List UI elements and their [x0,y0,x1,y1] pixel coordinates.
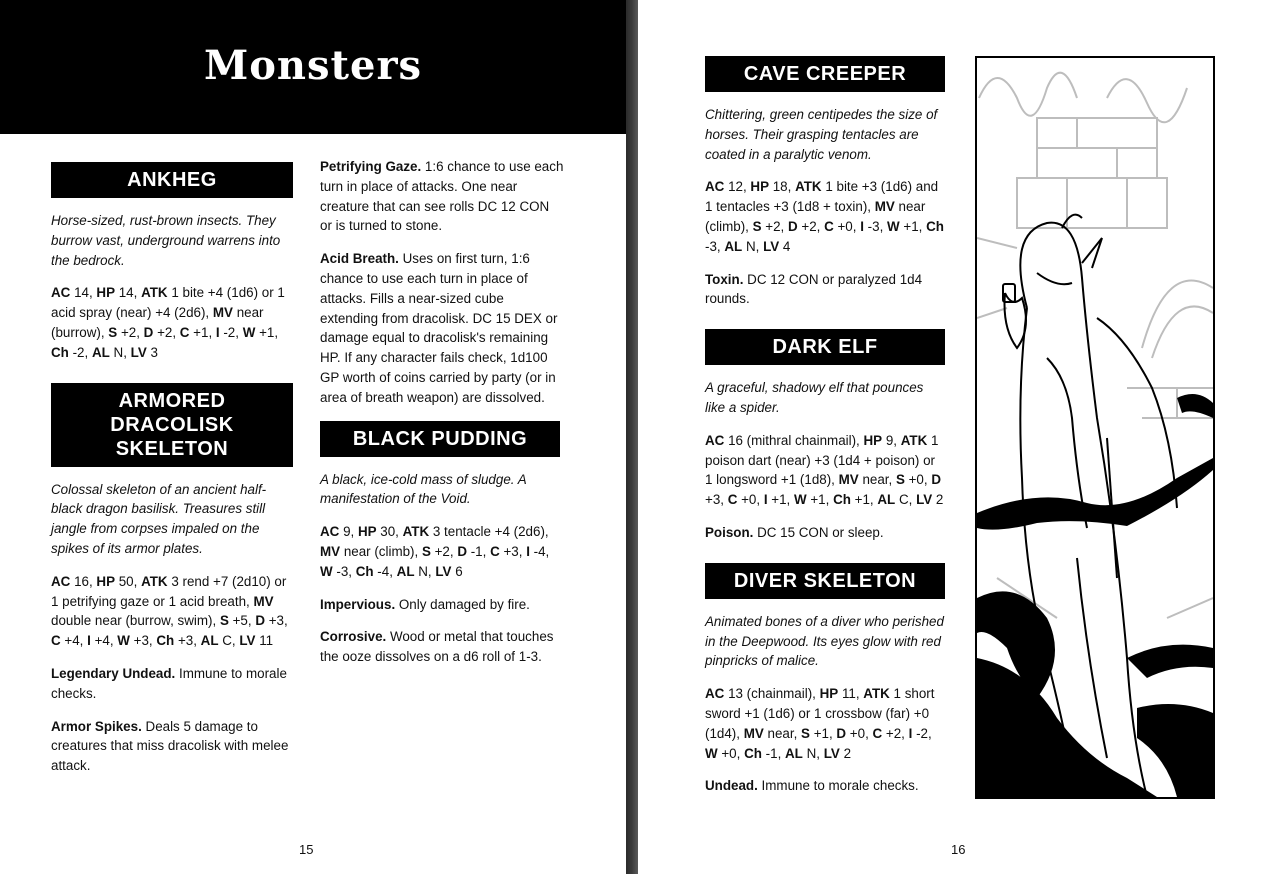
cave-creeper-description: Chittering, green centipedes the size of horses. Their grasping tentacles are coated in a paralytic venom. [705,107,938,162]
dracolisk-ability: Acid Breath. Uses on first turn, 1:6 chance to use each turn in place of attacks. Fills a near-sized cube extending from dracolisk. DC 15 DEX or damage equal to dracolisk's remaining HP. If any character fails check, 1d100 GP worth of coins carried by party (or in area of breath weapon) are dissolved. [320,251,558,405]
left-page [0,0,626,874]
cave-creeper-ability: Toxin. DC 12 CON or paralyzed 1d4 rounds. [705,271,923,307]
cave-creeper-stats: AC 12, HP 18, ATK 1 bite +3 (1d6) and 1 tentacles +3 (1d8 + toxin), MV near (climb), S +2, D +2, C +0, I -3, W +1, Ch -3, AL N, LV 4 [705,179,944,254]
dracolisk-header [51,383,293,467]
page-number-left: 15 [299,842,314,857]
ankheg-description: Horse-sized, rust-brown insects. They burrow vast, underground warrens into the bedrock. [51,213,281,268]
right-page [638,0,1273,874]
dark-elf-header: DARK ELF [705,329,945,365]
dracolisk-description: Colossal skeleton of an ancient half-black dragon basilisk. Treasures still jangle from corpses impaled on the spikes of its armor plates. [51,481,267,556]
left-column-2 [320,157,564,667]
page-number-right: 16 [951,842,966,857]
black-pudding-ability: Corrosive. Wood or metal that touches the ooze dissolves on a d6 roll of 1-3. [320,629,554,665]
dark-elf-illustration-icon [975,56,1215,799]
right-column [705,56,945,796]
dark-elf-stats: AC 16 (mithral chainmail), HP 9, ATK 1 poison dart (near) +3 (1d4 + poison) or 1 longsword +1 (1d8), MV near, S +0, D +3, C +0, I +1, W +1, Ch +1, AL C, LV 2 [705,432,944,508]
dracolisk-header-line2: DRACOLISK [110,413,234,436]
left-column-1 [51,162,293,776]
black-pudding-header: BLACK PUDDING [320,421,560,457]
dracolisk-stats: AC 16, HP 50, ATK 3 rend +7 (2d10) or 1 petrifying gaze or 1 acid breath, MV double near (burrow, swim), S +5, D +3, C +4, I +4, W +3, Ch +3, AL C, LV 11 [51,573,288,649]
black-pudding-ability: Impervious. Only damaged by fire. [320,596,530,612]
cave-creeper-header: CAVE CREEPER [705,56,945,92]
dracolisk-header-line1: ARMORED [118,389,226,412]
diver-skeleton-description: Animated bones of a diver who perished in the Deepwood. Its eyes glow with red pinpricks of malice. [705,613,944,669]
dracolisk-header-line3: SKELETON [115,437,229,460]
dracolisk-ability: Legendary Undead. Immune to morale checks. [51,665,287,701]
title-banner [0,0,626,134]
dark-elf-ability: Poison. DC 15 CON or sleep. [705,524,884,540]
dark-elf-description: A graceful, shadowy elf that pounces like a spider. [705,380,924,415]
black-pudding-stats: AC 9, HP 30, ATK 3 tentacle +4 (2d6), MV near (climb), S +2, D -1, C +3, I -4, W -3, Ch -4, AL N, LV 6 [320,524,550,579]
ankheg-stats: AC 14, HP 14, ATK 1 bite +4 (1d6) or 1 acid spray (near) +4 (2d6), MV near (burrow), S +2, D +2, C +1, I -2, W +1, Ch -2, AL N, LV 3 [51,285,285,360]
diver-skeleton-header: DIVER SKELETON [705,563,945,599]
ankheg-header: ANKHEG [51,162,293,198]
book-gutter [626,0,638,874]
black-pudding-description: A black, ice-cold mass of sludge. A manifestation of the Void. [320,471,527,507]
page-title: Monsters [203,42,423,89]
diver-skeleton-stats: AC 13 (chainmail), HP 11, ATK 1 short sword +1 (1d6) or 1 crossbow (far) +0 (1d4), MV near, S +1, D +0, C +2, I -2, W +0, Ch -1, AL N, LV 2 [705,686,935,761]
diver-skeleton-ability: Undead. Immune to morale checks. [705,778,919,794]
dracolisk-ability: Petrifying Gaze. 1:6 chance to use each turn in place of attacks. One near creature that can see rolls DC 12 CON or is turned to stone. [320,159,564,234]
dracolisk-ability: Armor Spikes. Deals 5 damage to creatures that miss dracolisk with melee attack. [51,718,289,774]
